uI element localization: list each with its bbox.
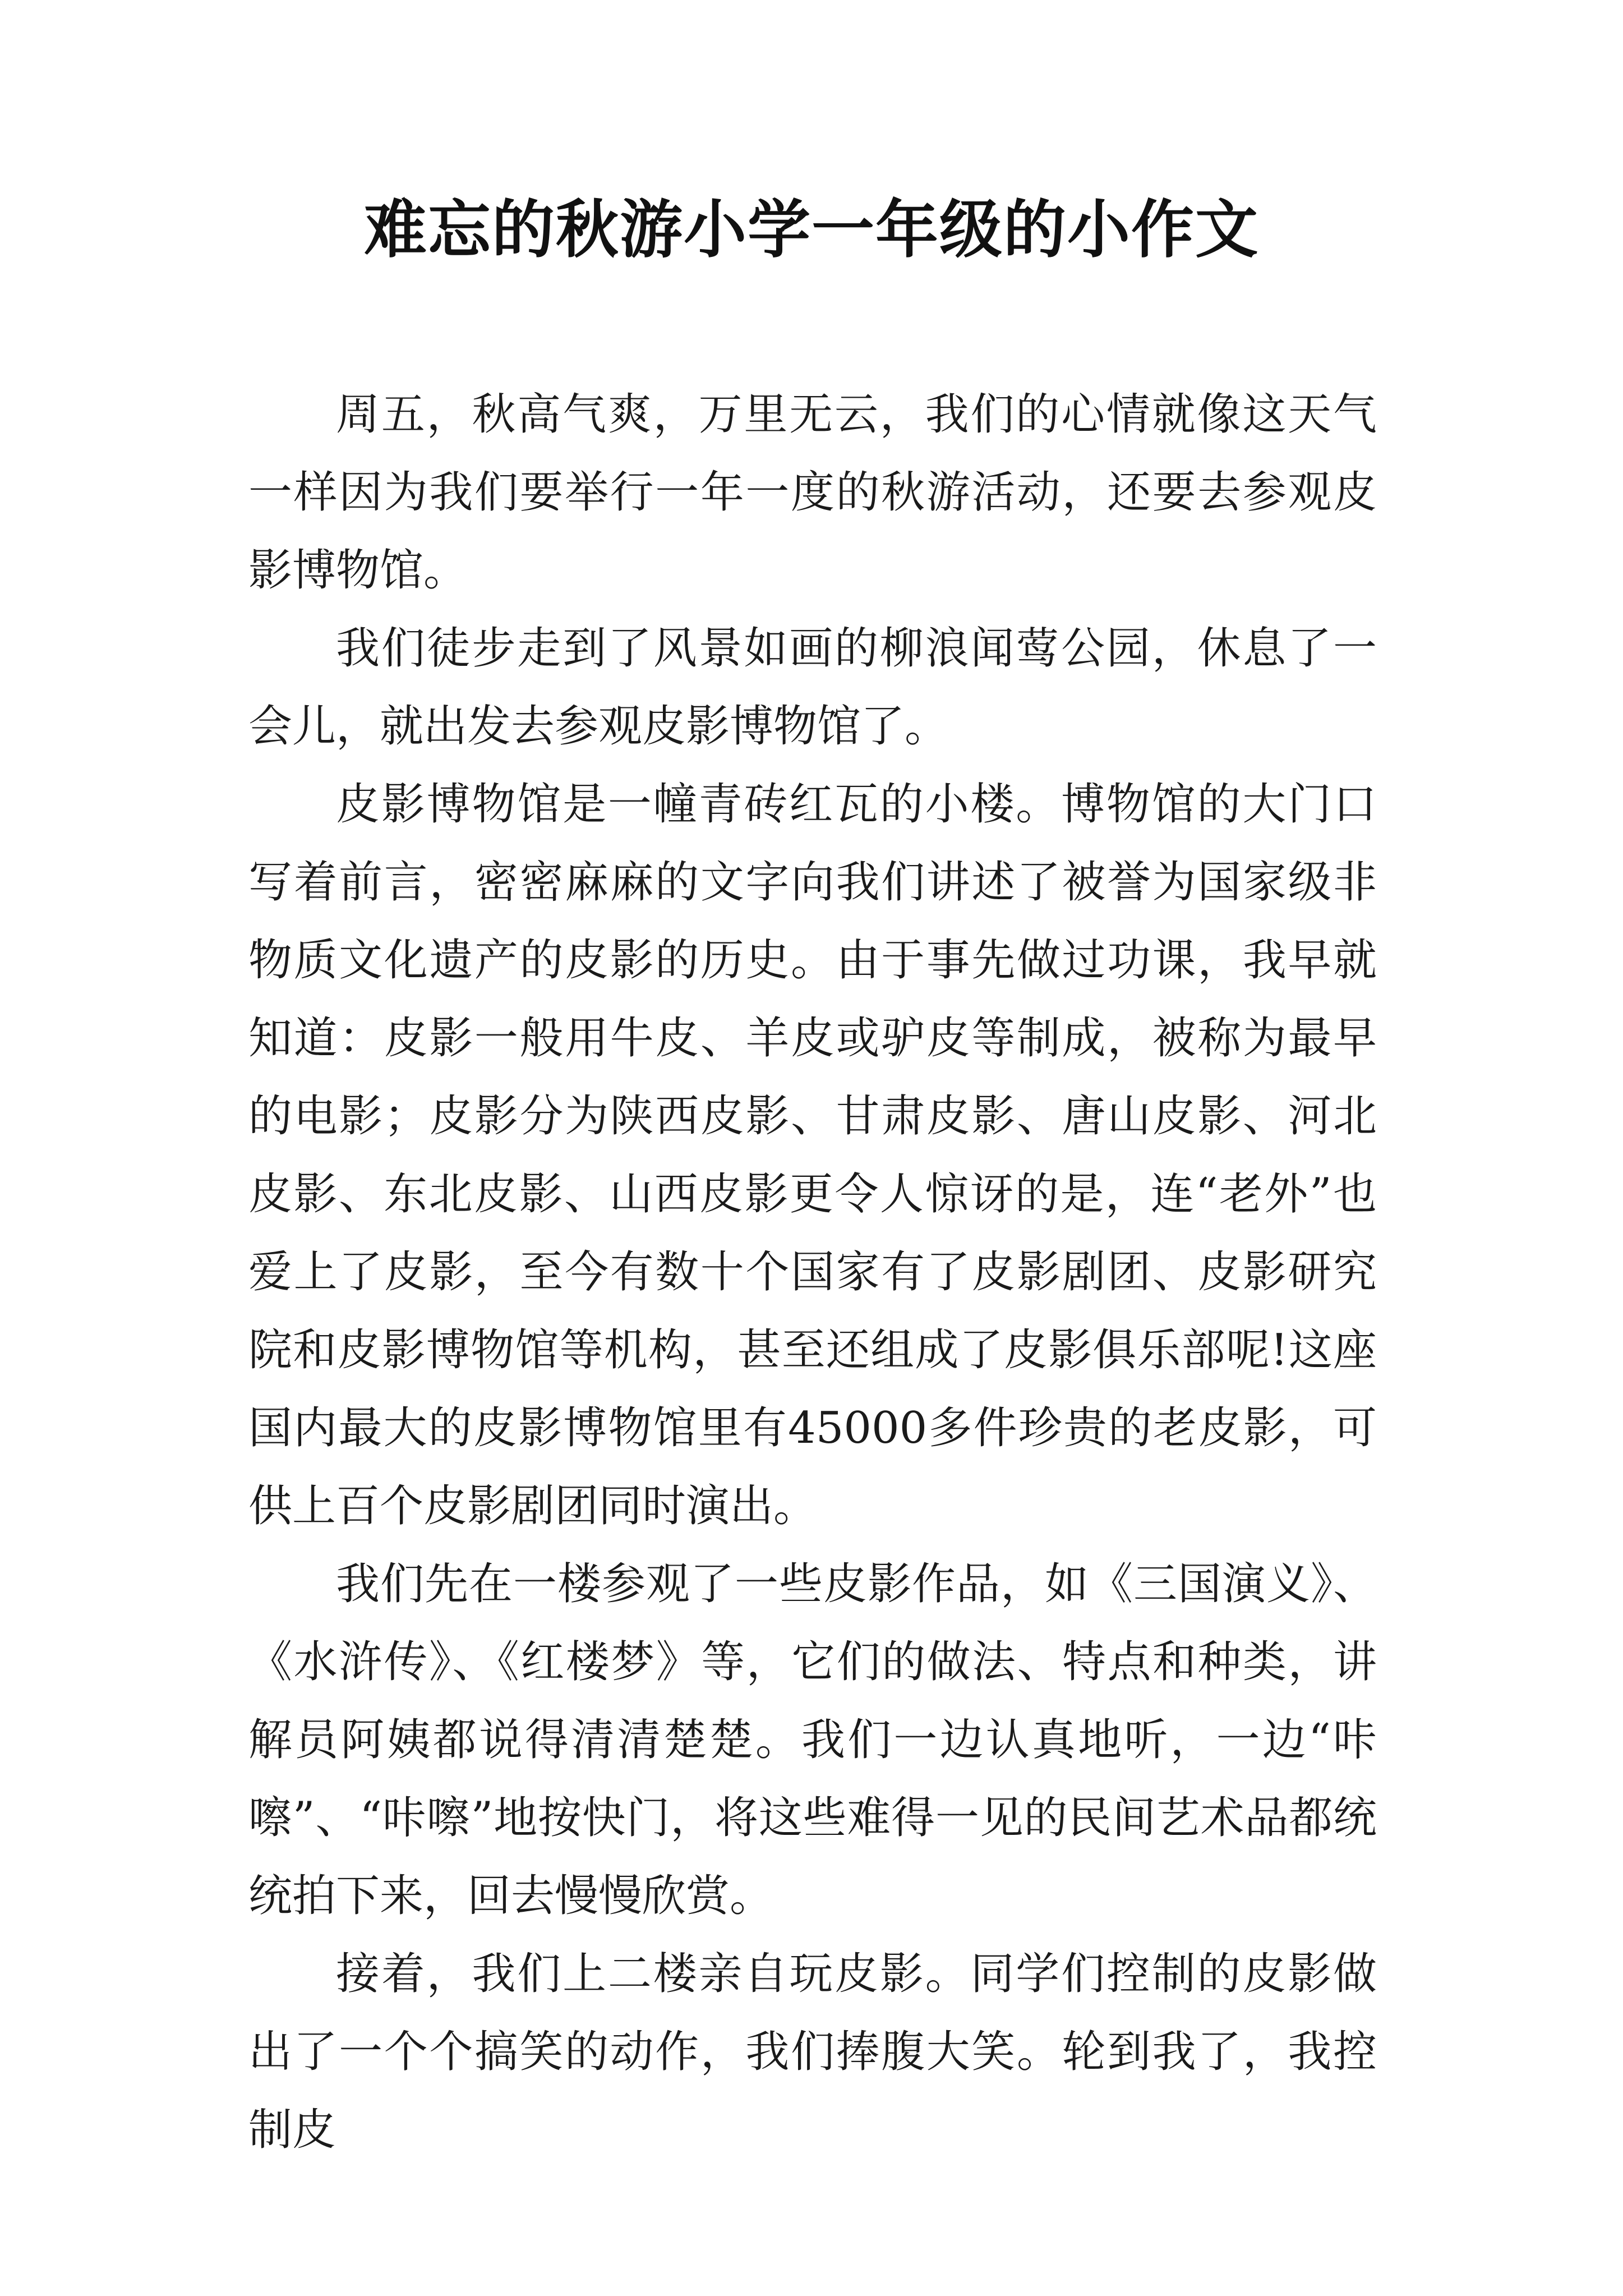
- paragraph-4: 我们先在一楼参观了一些皮影作品，如《三国演义》、《水浒传》、《红楼梦》等，它们的做法、特点和种类，讲解员阿姨都说得清清楚楚。我们一边认真地听，一边“咔嚓”、“咔嚓”地按快门，将这些难得一见的民间艺术品都统统拍下来，回去慢慢欣赏。: [248, 1559, 1377, 1921]
- paragraph-3: 皮影博物馆是一幢青砖红瓦的小楼。博物馆的大门口写着前言，密密麻麻的文字向我们讲述了被誉为国家级非物质文化遗产的皮影的历史。由于事先做过功课，我早就知道：皮影一般用牛皮、羊皮或驴皮等制成，被称为最早的电影；皮影分为陕西皮影、甘肃皮影、唐山皮影、河北皮影、东北皮影、山西皮影更令人惊讶的是，连“老外”也爱上了皮影，至今有数十个国家有了皮影剧团、皮影研究院和皮影博物馆等机构，甚至还组成了皮影俱乐部呢!这座国内最大的皮影博物馆里有45000多件珍贵的老皮影，可供上百个皮影剧团同时演出。: [248, 779, 1377, 1531]
- paragraph-1: 周五，秋高气爽，万里无云，我们的心情就像这天气一样因为我们要举行一年一度的秋游活动，还要去参观皮影博物馆。: [248, 389, 1377, 596]
- document-body: [248, 376, 1377, 2169]
- document-title: 难忘的秋游小学一年级的小作文: [364, 193, 1259, 266]
- paragraph-2: 我们徒步走到了风景如画的柳浪闻莺公园，休息了一会儿，就出发去参观皮影博物馆了。: [248, 623, 1377, 752]
- paragraph-5: 接着，我们上二楼亲自玩皮影。同学们控制的皮影做出了一个个搞笑的动作，我们捧腹大笑。轮到我了，我控制皮: [248, 1949, 1377, 2155]
